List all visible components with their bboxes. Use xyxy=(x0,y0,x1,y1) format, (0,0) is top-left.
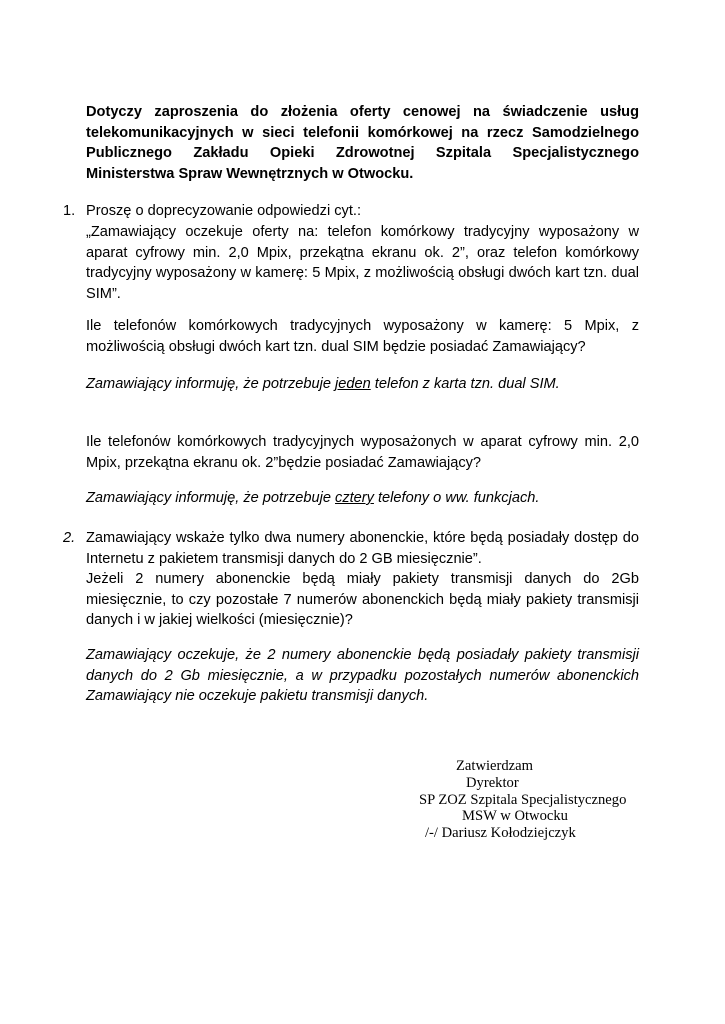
item-1-answer-2 xyxy=(86,488,639,509)
answer-2-underlined: cztery xyxy=(335,490,374,506)
answer-1-text-start: Zamawiający informuję, że potrzebuje xyxy=(86,376,336,392)
item-1-intro: Proszę o doprecyzowanie odpowiedzi cyt.: xyxy=(86,203,361,219)
signature-approved: Zatwierdzam xyxy=(456,758,533,774)
signature-name: /-/ Dariusz Kołodziejczyk xyxy=(425,825,576,841)
signature-ministry: MSW w Otwocku xyxy=(462,808,568,824)
item-2-answer: Zamawiający oczekuje, że 2 numery abonenckie będą posiadały pakiety transmisji danych do 2 Gb miesięcznie, a w przypadku pozostałych numerów abonenckich Zamawiający nie oczekuje pakietu transmisji danych. xyxy=(86,647,639,705)
item-2-number: 2. xyxy=(63,530,76,546)
answer-1-text-end: telefon z karta tzn. dual SIM. xyxy=(370,376,560,392)
item-1-quote: „Zamawiający oczekuje oferty na: telefon komórkowy tradycyjny wyposażony w aparat cyfrowy min. 2,0 Mpix, przekątna ekranu ok. 2”, oraz telefon komórkowy tradycyjny wyposażony w kamerę: 5 Mpix, z możliwością obsługi dwóch kart tzn. dual SIM”. xyxy=(86,224,639,302)
item-1-question-1: Ile telefonów komórkowych tradycyjnych wyposażony w kamerę: 5 Mpix, z możliwością obsługi dwóch kart tzn. dual SIM będzie posiadać Zamawiający? xyxy=(86,318,639,355)
item-2-text-1: Zamawiający wskaże tylko dwa numery abonenckie, które będą posiadały dostęp do Internetu z pakietem transmisji danych do 2 GB miesięcznie”. xyxy=(86,530,639,567)
item-1-answer-1 xyxy=(86,374,639,395)
answer-1-underlined: jeden xyxy=(335,376,371,392)
item-1-question-2: Ile telefonów komórkowych tradycyjnych wyposażonych w aparat cyfrowy min. 2,0 Mpix, przekątna ekranu ok. 2”będzie posiadać Zamawiający? xyxy=(86,434,639,471)
item-2-text-2: Jeżeli 2 numery abonenckie będą miały pakiety transmisji danych do 2Gb miesięcznie, to czy pozostałe 7 numerów abonenckich będą miały pakiety transmisji danych i w jakiej wielkości (miesięcznie)? xyxy=(86,571,639,629)
item-1-number: 1. xyxy=(63,203,76,219)
document-heading: Dotyczy zaproszenia do złożenia oferty cenowej na świadczenie usług telekomunikacyjnych w sieci telefonii komórkowej na rzecz Samodzielnego Publicznego Zakładu Opieki Zdrowotnej Szpitala Specjalistycznego Ministerstwa Spraw Wewnętrznych w Otwocku. xyxy=(86,104,639,182)
answer-2-text-start: Zamawiający informuję, że potrzebuje xyxy=(86,490,336,506)
signature-title: Dyrektor xyxy=(466,775,519,791)
answer-2-text-end: telefony o ww. funkcjach. xyxy=(373,490,540,506)
signature-institution: SP ZOZ Szpitala Specjalistycznego xyxy=(419,792,627,808)
